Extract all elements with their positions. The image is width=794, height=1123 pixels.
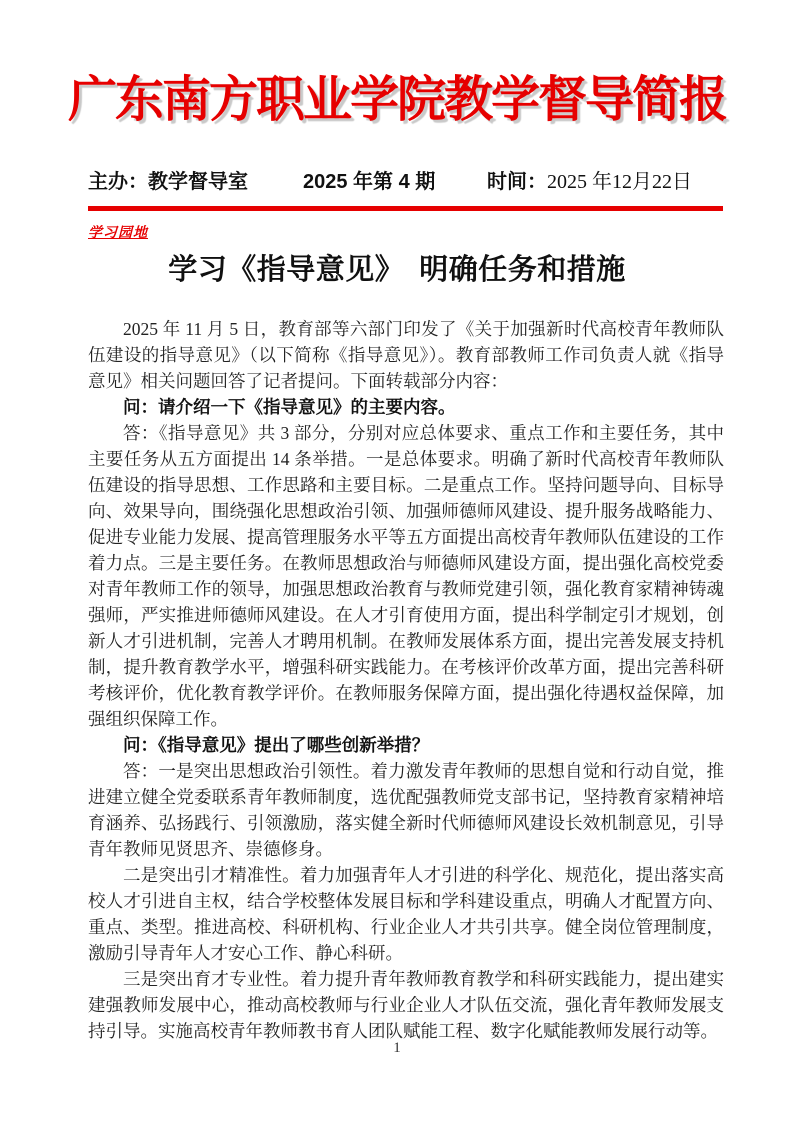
body-paragraph: 答：《指导意见》共 3 部分，分别对应总体要求、重点工作和主要任务，其中主要任务从五方面提出 14 条举措。一是总体要求。明确了新时代高校青年教师队伍建设的指导思想、工作思路和主要目标。二是重点工作。坚持问题导向、目标导向、效果导向，围绕强化思想政治引领、加强师德师风建设、提升服务战略能力、促进专业能力发展、提高管理服务水平等五方面提出高校青年教师队伍建设的工作着力点。三是主要任务。在教师思想政治与师德师风建设方面，提出强化高校党委对青年教师工作的领导，加强思想政治教育与教师党建引领，强化教育家精神铸魂强师，严实推进师德师风建设。在人才引育使用方面，提出科学制定引才规划，创新人才引进机制，完善人才聘用机制。在教师发展体系方面，提出完善发展支持机制，提升教育教学水平，增强科研实践能力。在考核评价改革方面，提出完善科研考核评价，优化教育教学评价。在教师服务保障方面，提出强化待遇权益保障，加强组织保障工作。 (88, 423, 724, 729)
date-value: 2025 年12月22日 (547, 171, 692, 193)
body-paragraph: 答：一是突出思想政治引领性。着力激发青年教师的思想自觉和行动自觉，推进建立健全党委联系青年教师制度，选优配强教师党支部书记，坚持教育家精神培育涵养、弘扬践行、引领激励，落实健全新时代师德师风建设长效机制意见，引导青年教师见贤思齐、崇德修身。 (88, 761, 724, 859)
date-label: 时间： (487, 171, 547, 193)
masthead-title: 广东南方职业学院教学督导简报 (67, 73, 726, 127)
section-tag: 学习园地 (88, 224, 148, 240)
article-title: 学习《指导意见》 明确任务和措施 (168, 254, 626, 286)
organizer-label: 主办： (88, 171, 148, 193)
question-paragraph: 问：请介绍一下《指导意见》的主要内容。 (123, 397, 456, 417)
organizer (88, 165, 248, 194)
body-paragraph: 二是突出引才精准性。着力加强青年人才引进的科学化、规范化，提出落实高校人才引进自主权，结合学校整体发展目标和学科建设重点，明确人才配置方向、重点、类型。推进高校、科研机构、行业企业人才共引共享。健全岗位管理制度，激励引导青年人才安心工作、静心科研。 (88, 865, 724, 963)
body-paragraph: 2025 年 11 月 5 日，教育部等六部门印发了《关于加强新时代高校青年教师队伍建设的指导意见》（以下简称《指导意见》）。教育部教师工作司负责人就《指导意见》相关问题回答了记者提问。下面转载部分内容： (88, 319, 724, 391)
body-paragraph: 三是突出育才专业性。着力提升青年教师教育教学和科研实践能力，提出建实建强教师发展中心，推动高校教师与行业企业人才队伍交流，强化青年教师发展支持引导。实施高校青年教师教书育人团队赋能工程、数字化赋能教师发展行动等。 (88, 969, 724, 1041)
organizer-value: 教学督导室 (148, 171, 248, 193)
article-body (88, 316, 724, 1044)
issue-number: 2025 年第 4 期 (303, 171, 436, 193)
issue-info-row (88, 165, 728, 193)
page-number: 1 (393, 1040, 401, 1056)
red-divider (88, 206, 723, 211)
publish-date (487, 165, 692, 194)
question-paragraph: 问：《指导意见》提出了哪些创新举措？ (123, 735, 430, 755)
